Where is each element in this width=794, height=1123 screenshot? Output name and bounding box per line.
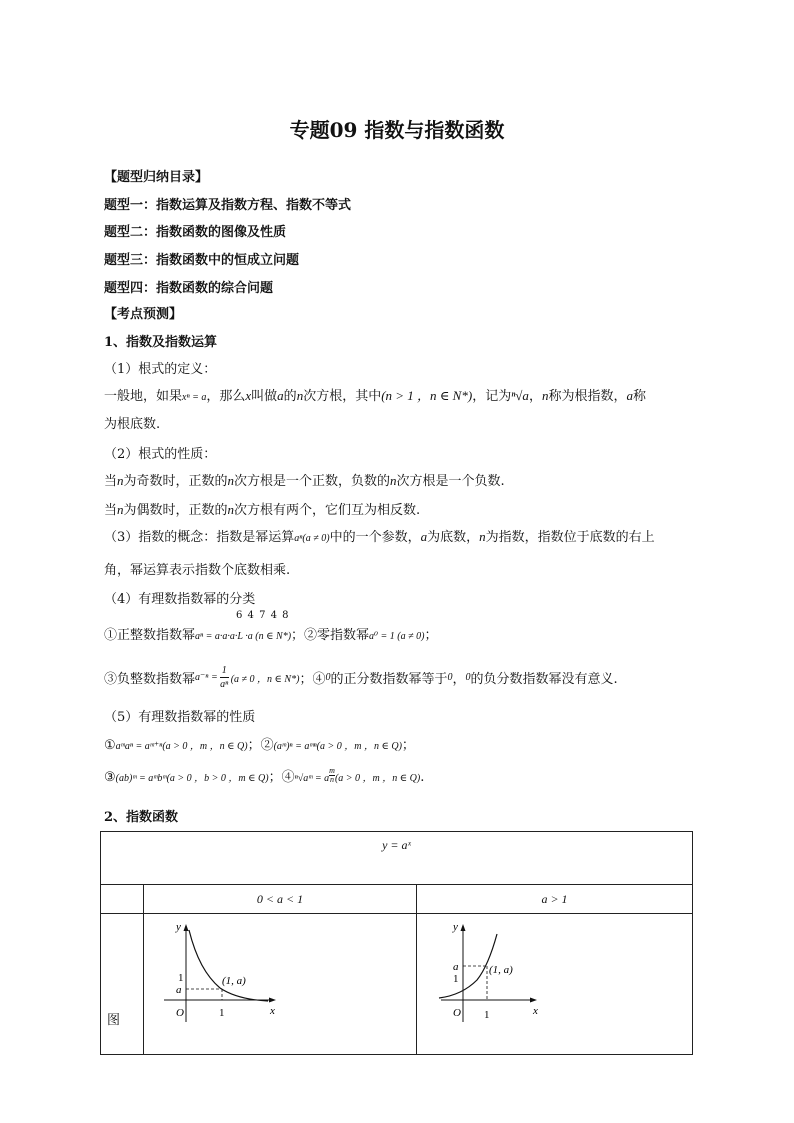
- subheading-5: （5）有理数指数幂的性质: [104, 710, 256, 725]
- paragraph-exponent-concept-cont: 角，幂运算表示指数个底数相乘.: [104, 563, 291, 578]
- graph-increasing: [433, 920, 553, 1024]
- paragraph-odd-root: 当n为奇数时，正数的n次方根是一个正数，负数的n次方根是一个负数.: [104, 473, 505, 489]
- table-header-cell: y = aˣ: [101, 832, 693, 885]
- table-row: [101, 885, 693, 914]
- y-axis-arrow: [461, 924, 466, 931]
- paragraph-root-definition: 一般地，如果xⁿ = a，那么x叫做a的n次方根，其中(n > 1 ，n ∈ N*)，记为ⁿ√a，n称为根指数，a称: [104, 388, 646, 404]
- table-row: [101, 914, 693, 1055]
- kaodian-header: 【考点预测】: [104, 307, 183, 322]
- table-col-header: 0 < a < 1: [144, 885, 417, 914]
- fraction: $\frac{1}{\text{aⁿ}}$: [220, 664, 229, 690]
- page-title: 专题09 指数与指数函数: [289, 118, 505, 142]
- toc-header: 【题型归纳目录】: [104, 170, 209, 185]
- table-corner-cell: [101, 885, 144, 914]
- graph-cell-increasing: [417, 914, 693, 1055]
- x-label: x: [533, 1005, 538, 1017]
- table-col-header: a > 1: [417, 885, 693, 914]
- table-row-label: 图: [101, 914, 144, 1055]
- y-label: y: [176, 921, 181, 933]
- section-2-heading: 2、指数函数: [104, 810, 179, 825]
- section-1-heading: 1、指数及指数运算: [104, 335, 218, 350]
- formula-positive-integer-power: ①正整数指数幂aⁿ = a·a·a·L ·a (n ∈ N*)；②零指数幂a⁰ = 1 (a ≠ 0)；: [104, 628, 438, 643]
- x-axis-arrow: [530, 998, 537, 1003]
- toc-item-1: 题型一：指数运算及指数方程、指数不等式: [104, 198, 352, 213]
- x-axis-arrow: [269, 998, 276, 1003]
- y-axis-arrow: [184, 924, 189, 931]
- x-label: x: [270, 1005, 275, 1017]
- graph-cell-decreasing: [144, 914, 417, 1055]
- origin-label: O: [176, 1007, 184, 1019]
- toc-item-2: 题型二：指数函数的图像及性质: [104, 225, 287, 240]
- table-row: [101, 832, 693, 885]
- paragraph-exponent-concept: （3）指数的概念：指数是幂运算aⁿ(a ≠ 0)中的一个参数，a为底数，n为指数，指数位于底数的右上: [104, 529, 655, 545]
- subheading-1: （1）根式的定义：: [104, 362, 217, 377]
- x-one-label: 1: [219, 1007, 225, 1019]
- y-intercept-label: 1: [453, 973, 459, 985]
- paragraph-even-root: 当n为偶数时，正数的n次方根有两个，它们互为相反数.: [104, 502, 421, 518]
- y-intercept-label: 1: [178, 972, 184, 984]
- formula-property-1-2: ①aᵐaⁿ = aᵐ⁺ⁿ(a > 0 ，m ，n ∈ Q)；②(aᵐ)ⁿ = aᵐⁿ(a > 0 ，m ，n ∈ Q)；: [104, 738, 415, 753]
- toc-item-3: 题型三：指数函数中的恒成立问题: [104, 253, 300, 268]
- x-one-label: 1: [484, 1009, 490, 1021]
- point-label: (1, a): [222, 975, 246, 987]
- y-label: y: [453, 921, 458, 933]
- a-label: a: [453, 961, 459, 973]
- subheading-2: （2）根式的性质：: [104, 447, 217, 462]
- subheading-4: （4）有理数指数幂的分类: [104, 592, 256, 607]
- curve-decreasing: [189, 930, 268, 1001]
- fraction-exponent: $\frac{m}{n}$: [329, 766, 335, 784]
- formula-property-3-4: ③(ab)ᵐ = aᵐbᵐ(a > 0 ，b > 0 ，m ∈ Q)；④ⁿ√aᵐ = a $\frac{m}{n}$ (a > 0 ，m ，n ∈ Q).: [104, 766, 425, 785]
- paragraph-root-definition-cont: 为根底数.: [104, 417, 161, 432]
- toc-item-4: 题型四：指数函数的综合问题: [104, 281, 274, 296]
- graph-decreasing: [156, 920, 276, 1024]
- origin-label: O: [453, 1007, 461, 1019]
- overbrace-label: 6 4 7 4 8: [236, 610, 290, 621]
- exponential-function-table: [100, 831, 693, 1055]
- a-label: a: [176, 984, 182, 996]
- formula-negative-integer-power: ③负整数指数幂 a⁻ⁿ = $\frac{1}{\text{aⁿ}}$ (a ≠ 0 ，n ∈ N*) ；④ 0 的正分数指数幂等于 0 ， 0 的负分数指数幂没有意义.: [104, 664, 618, 690]
- point-label: (1, a): [489, 964, 513, 976]
